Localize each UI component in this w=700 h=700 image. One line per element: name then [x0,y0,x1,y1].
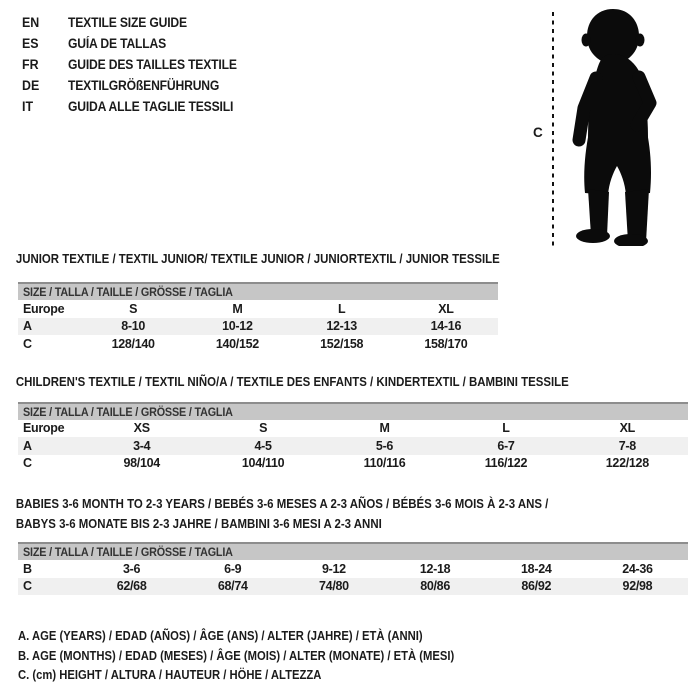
table-row-age [18,437,688,455]
row-label: A [23,438,32,453]
language-code: EN [22,15,40,30]
language-title: TEXTILE SIZE GUIDE [68,15,187,30]
table-cell: XL [438,301,454,316]
language-code: ES [22,36,39,51]
footnote-c: C. (cm) HEIGHT / ALTURA / HAUTEUR / HÖHE / ALTEZZA [18,668,322,682]
table-cell: 80/86 [420,579,450,594]
language-row-es [22,33,256,54]
table-cell: 12-18 [419,561,451,576]
size-header-text: SIZE / TALLA / TAILLE / GRÖSSE / TAGLIA [23,545,233,559]
language-title: GUIDE DES TAILLES TEXTILE [68,57,237,72]
row-label: C [23,336,32,351]
table-cell: 3-4 [133,438,151,453]
table-cell: 74/80 [319,579,349,594]
language-title-list [22,12,256,117]
table-cell: 92/98 [622,579,653,594]
table-cell: 98/104 [123,456,160,471]
table-cell: 6-7 [497,438,515,453]
table-cell: 122/128 [605,456,649,471]
table-cell: 7-8 [618,438,636,453]
table-row-height [18,578,688,596]
babies-section-title [0,494,616,534]
language-code: FR [22,57,39,72]
height-measure-label-c: C [533,125,543,140]
language-title: TEXTILGRÖßENFÜHRUNG [68,78,220,93]
table-cell: 68/74 [217,579,248,594]
header [0,0,700,252]
toddler-silhouette [563,6,663,246]
table-cell: 12-13 [326,319,357,334]
table-cell: 62/68 [116,579,147,594]
language-row-en [22,12,256,33]
row-label: Europe [23,301,65,316]
babies-size-table [18,542,688,595]
table-cell: 158/170 [424,336,468,351]
table-cell: 24-36 [622,561,653,576]
table-cell: M [232,301,243,316]
language-code: IT [22,99,34,114]
table-cell: XL [619,421,636,436]
table-cell: 152/158 [320,336,364,351]
table-cell: M [379,421,390,436]
table-cell: S [259,421,268,436]
row-label: Europe [23,421,65,436]
language-code: DE [22,78,40,93]
table-cell: 140/152 [215,336,259,351]
size-header-band [18,542,688,560]
table-row-europe [18,420,688,438]
table-cell: 110/116 [363,456,406,471]
language-row-fr [22,54,256,75]
junior-size-table [18,282,498,353]
table-row-height [18,335,498,353]
table-cell: L [337,301,346,316]
babies-title-line1: BABIES 3-6 MONTH TO 2-3 YEARS / BEBÉS 3-6 MESES A 2-3 AÑOS / BÉBÉS 3-6 MOIS À 2-3 ANS / [15,496,549,511]
footnote-b: B. AGE (MONTHS) / EDAD (MESES) / ÂGE (MOIS) / ALTER (MONATE) / ETÀ (MESI) [18,648,455,663]
table-cell: XS [133,421,150,436]
row-label: C [23,579,32,594]
table-cell: 10-12 [222,319,253,334]
language-title: GUIDA ALLE TAGLIE TESSILI [68,99,234,114]
table-cell: 4-5 [254,438,272,453]
table-cell: 8-10 [121,319,146,334]
table-cell: 9-12 [322,561,346,576]
table-row-age [18,318,498,336]
children-size-table [18,402,688,473]
table-cell: 128/140 [111,336,155,351]
table-row-europe [18,300,498,318]
table-cell: L [502,421,510,436]
babies-title-line2: BABYS 3-6 MONATE BIS 2-3 JAHRE / BAMBINI 3-6 MESI A 2-3 ANNI [15,516,382,531]
table-row-height [18,455,688,473]
table-cell: S [129,301,138,316]
table-cell: 14-16 [430,319,462,334]
table-cell: 5-6 [375,438,394,453]
size-header-text: SIZE / TALLA / TAILLE / GRÖSSE / TAGLIA [23,404,233,419]
size-header-band [18,402,688,420]
language-title: GUÍA DE TALLAS [68,36,167,51]
table-cell: 86/92 [521,579,552,594]
row-label: A [23,319,32,334]
row-label: B [23,561,32,576]
language-row-de [22,75,256,96]
height-measure-dashed-line [552,12,554,246]
table-row-months [18,560,688,578]
table-cell: 6-9 [224,561,242,576]
size-header-band [18,282,498,300]
footnote-a: A. AGE (YEARS) / EDAD (AÑOS) / ÂGE (ANS) / ALTER (JAHRE) / ETÀ (ANNI) [18,629,423,643]
junior-section-title: JUNIOR TEXTILE / TEXTIL JUNIOR/ TEXTILE JUNIOR / JUNIORTEXTIL / JUNIOR TESSILE [15,251,500,266]
table-cell: 18-24 [521,561,552,576]
row-label: C [23,456,32,471]
size-header-text: SIZE / TALLA / TAILLE / GRÖSSE / TAGLIA [23,285,233,299]
table-cell: 104/110 [241,456,285,471]
children-section-title: CHILDREN'S TEXTILE / TEXTIL NIÑO/A / TEXTILE DES ENFANTS / KINDERTEXTIL / BAMBINI TESSILE [15,373,569,389]
table-cell: 116/122 [484,456,528,471]
table-cell: 3-6 [123,561,141,576]
language-row-it [22,96,256,117]
footnotes [0,627,700,686]
